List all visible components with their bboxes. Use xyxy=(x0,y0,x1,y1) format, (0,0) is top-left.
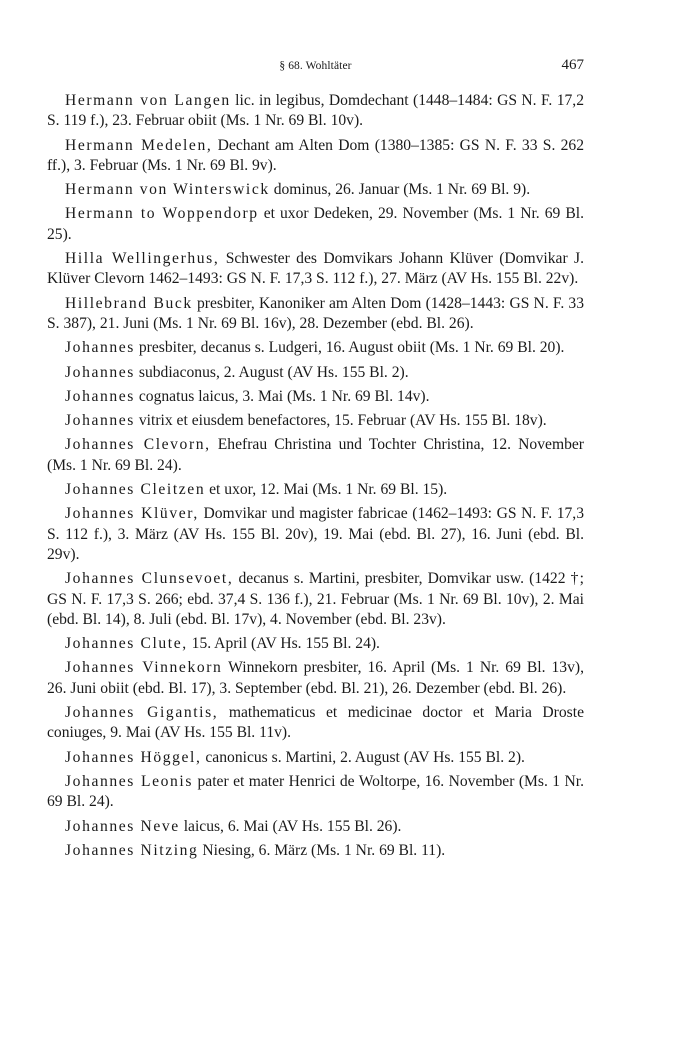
entry-text: lic. in legibus, Domdechant (1448–1484: GS N. F. 17,2 S. 119 f.), 23. Februar obiit (Ms. 1 Nr. 69 Bl. 10v). xyxy=(47,92,584,130)
entry-name: Hillebrand Buck xyxy=(65,294,193,312)
page-number: 467 xyxy=(561,57,584,73)
entry-text: 15. April (AV Hs. 155 Bl. 24). xyxy=(191,635,380,653)
entry-name: Johannes Klüver, xyxy=(65,505,199,523)
list-item xyxy=(47,748,584,768)
entry-name: Johannes Höggel, xyxy=(65,748,202,766)
entry-text: presbiter, Kanoniker am Alten Dom (1428–1443: GS N. F. 33 S. 387), 21. Juni (Ms. 1 Nr. 69 Bl. 16v), 28. Dezember (ebd. Bl. 26). xyxy=(47,294,585,332)
list-item xyxy=(47,703,584,744)
entry-text: presbiter, decanus s. Ludgeri, 16. August obiit (Ms. 1 Nr. 69 Bl. 20). xyxy=(138,339,565,357)
entry-text: et uxor Dedeken, 29. November (Ms. 1 Nr. 69 Bl. 25). xyxy=(47,205,584,243)
list-item xyxy=(47,658,584,699)
entry-text: subdiaconus, 2. August (AV Hs. 155 Bl. 2). xyxy=(138,363,409,381)
list-item xyxy=(47,411,584,431)
entry-name: Johannes xyxy=(65,339,135,357)
entry-text: pater et mater Henrici de Woltorpe, 16. November (Ms. 1 Nr. 69 Bl. 24). xyxy=(47,772,584,811)
list-item xyxy=(47,180,584,200)
list-item xyxy=(47,204,584,245)
list-item xyxy=(47,387,584,407)
list-item xyxy=(47,841,584,861)
benefactor-list xyxy=(47,91,584,861)
running-head: § 68. Wohltäter xyxy=(279,60,352,72)
entry-name: Johannes xyxy=(65,412,135,430)
page-content xyxy=(47,55,584,865)
entry-name: Johannes Neve xyxy=(65,817,180,835)
list-item xyxy=(47,480,584,500)
entry-text: dominus, 26. Januar (Ms. 1 Nr. 69 Bl. 9). xyxy=(273,181,531,199)
entry-name: Hermann to Woppendorp xyxy=(65,205,259,223)
entry-text: Winnekorn presbiter, 16. April (Ms. 1 Nr. 69 Bl. 13v), 26. Juni obiit (ebd. Bl. 17), 3. September (ebd. Bl. 21), 26. Dezember (ebd. Bl. 26). xyxy=(47,659,584,697)
entry-text: cognatus laicus, 3. Mai (Ms. 1 Nr. 69 Bl. 14v). xyxy=(138,387,430,405)
entry-text: vitrix et eiusdem benefactores, 15. Februar (AV Hs. 155 Bl. 18v). xyxy=(138,412,547,430)
list-item xyxy=(47,569,584,630)
list-item xyxy=(47,634,584,654)
entry-text: Domvikar und magister fabricae (1462–1493: GS N. F. 17,3 S. 112 f.), 3. März (AV Hs. 155 Bl. 20v), 19. Mai (ebd. Bl. 27), 16. Juni (ebd. Bl. 29v). xyxy=(47,505,584,563)
entry-name: Hilla Wellingerhus, xyxy=(65,250,220,268)
list-item xyxy=(47,294,584,335)
entry-text: mathematicus et medicinae doctor et Maria Droste coniuges, 9. Mai (AV Hs. 155 Bl. 11v). xyxy=(47,704,584,742)
entry-text: decanus s. Martini, presbiter, Domvikar usw. (1422 †; GS N. F. 17,3 S. 266; ebd. 37,4 S. 136 f.), 21. Februar (Ms. 1 Nr. 69 Bl. 10v), 2. Mai (ebd. Bl. 14), 8. Juli (ebd. Bl. 17v), 4. November (ebd. Bl. 23v). xyxy=(47,570,584,628)
entry-name: Johannes Vinnekorn xyxy=(65,659,223,677)
list-item xyxy=(47,435,584,476)
entry-text: Ehefrau Christina und Tochter Christina, 12. November (Ms. 1 Nr. 69 Bl. 24). xyxy=(47,436,584,474)
entry-text: Schwester des Domvikars Johann Klüver (Domvikar J. Klüver Clevorn 1462–1493: GS N. F. 17,3 S. 112 f.), 27. März (AV Hs. 155 Bl. 22v). xyxy=(47,250,584,288)
page-header xyxy=(47,55,584,79)
list-item xyxy=(47,772,584,813)
entry-text: Niesing, 6. März (Ms. 1 Nr. 69 Bl. 11). xyxy=(202,841,446,859)
list-item xyxy=(47,249,584,290)
entry-name: Johannes Clunsevoet, xyxy=(65,570,234,588)
entry-name: Hermann Medelen, xyxy=(65,136,213,154)
entry-name: Johannes Clute, xyxy=(65,635,188,653)
entry-name: Johannes xyxy=(65,387,135,405)
entry-text: laicus, 6. Mai (AV Hs. 155 Bl. 26). xyxy=(183,817,402,835)
entry-name: Johannes Nitzing xyxy=(65,841,199,859)
list-item xyxy=(47,504,584,565)
list-item xyxy=(47,338,584,358)
entry-name: Hermann von Langen xyxy=(65,92,231,109)
entry-name: Johannes xyxy=(65,363,135,381)
entry-text: canonicus s. Martini, 2. August (AV Hs. 155 Bl. 2). xyxy=(205,748,525,766)
entry-name: Johannes Leonis xyxy=(65,772,194,790)
entry-name: Johannes Gigantis, xyxy=(65,704,219,722)
list-item xyxy=(47,363,584,383)
entry-name: Johannes Cleitzen xyxy=(65,481,206,499)
entry-text: et uxor, 12. Mai (Ms. 1 Nr. 69 Bl. 15). xyxy=(209,481,448,499)
entry-name: Hermann von Winterswick xyxy=(65,181,270,199)
entry-text: Dechant am Alten Dom (1380–1385: GS N. F. 33 S. 262 ff.), 3. Februar (Ms. 1 Nr. 69 Bl. 9v). xyxy=(47,136,585,174)
list-item xyxy=(47,136,584,177)
list-item xyxy=(47,817,584,837)
list-item xyxy=(47,91,584,132)
entry-name: Johannes Clevorn, xyxy=(65,436,211,454)
